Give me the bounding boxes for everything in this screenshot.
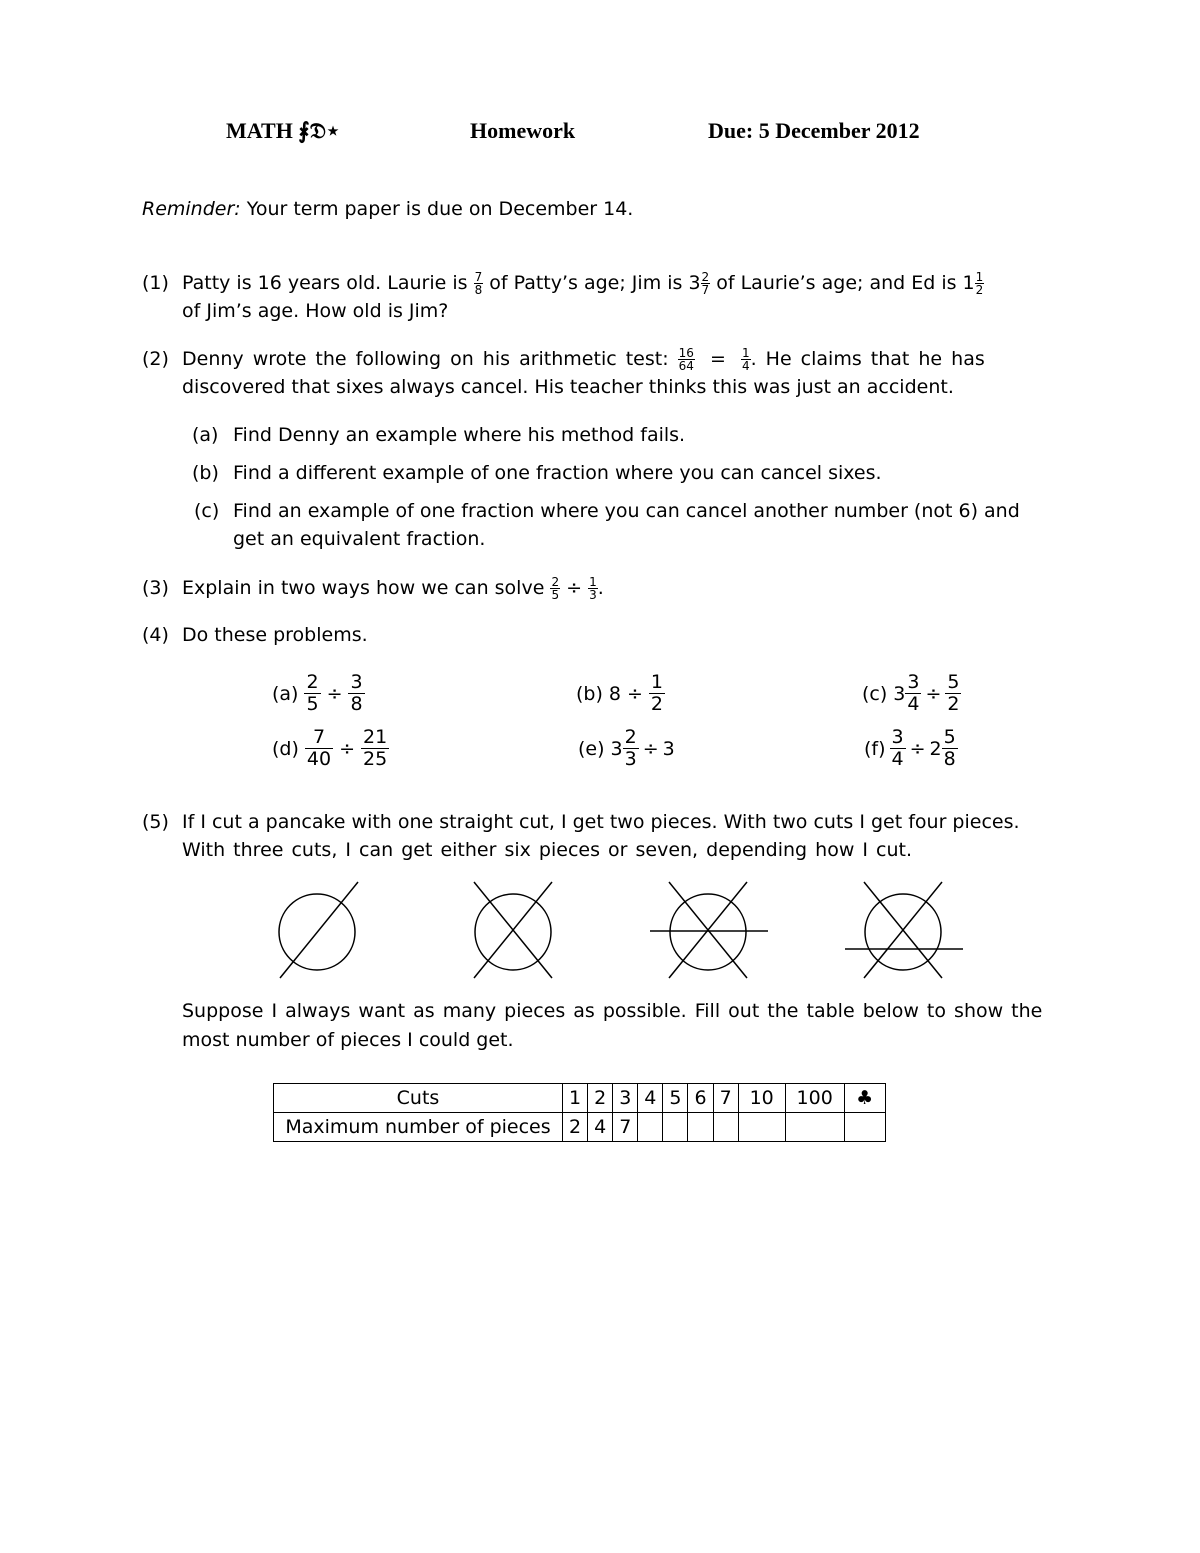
table-cell: 4 [638, 1084, 663, 1113]
divide-sign: ÷ [909, 737, 926, 760]
problem-4b-label: (b) [576, 682, 603, 705]
problem-3-line1 [182, 575, 604, 601]
problem-5-line4: most number of pieces I could get. [182, 1029, 514, 1051]
fraction-7-8: $\frac{7}{8}$ [474, 270, 483, 297]
problem-4d [272, 727, 389, 770]
table-cell-blank[interactable] [638, 1113, 663, 1142]
pancake-three-cuts-seven-diagram [843, 878, 965, 982]
table-cell: 4 [588, 1113, 613, 1142]
divide-sign: ÷ [925, 682, 942, 705]
problem-1-text-a: Patty is 16 years old. Laurie is [182, 272, 468, 294]
whole-number: 2 [929, 737, 942, 760]
divide-sign: ÷ [566, 577, 583, 599]
whole-number: 3 [893, 682, 906, 705]
assignment-title: Homework [470, 118, 576, 143]
table-cell-blank[interactable] [844, 1113, 885, 1142]
fraction-2-7: $\frac{2}{7}$ [701, 270, 710, 297]
table-cell: 5 [663, 1084, 688, 1113]
fraction: $\frac{7}{40}$ [306, 726, 332, 770]
whole-number: 3 [662, 737, 675, 760]
problem-2c-text: Find an example of one fraction where you can cancel another number (not 6) and [233, 500, 1020, 522]
period: . [597, 577, 604, 599]
cuts-table [273, 1083, 886, 1142]
problem-1-line2: of Jim’s age. How old is Jim? [182, 300, 449, 322]
fraction: $\frac{2}{3}$ [624, 726, 637, 770]
table-cell: 2 [563, 1113, 588, 1142]
fraction: $\frac{1}{2}$ [650, 671, 663, 715]
problem-5-line1: If I cut a pancake with one straight cut, I get two pieces. With two cuts I get four pieces. [182, 811, 1020, 833]
problem-1-number: (1) [142, 272, 169, 294]
fraction: $\frac{5}{2}$ [947, 671, 960, 715]
problem-5-line2: With three cuts, I can get either six pieces or seven, depending how I cut. [182, 839, 913, 861]
problem-4-number: (4) [142, 624, 169, 646]
table-cell: 100 [785, 1084, 844, 1113]
problem-2a-label: (a) [192, 424, 219, 446]
reminder [142, 196, 633, 222]
fraction: $\frac{3}{4}$ [891, 726, 904, 770]
reminder-text: Your term paper is due on December 14. [246, 198, 634, 220]
problem-1-text-c: of Laurie’s age; and Ed is 1 [716, 272, 975, 294]
divide-sign: ÷ [626, 682, 643, 705]
table-cell-blank[interactable] [738, 1113, 785, 1142]
problem-2b-label: (b) [192, 462, 219, 484]
table-cell-blank[interactable] [713, 1113, 738, 1142]
problem-2b-text: Find a different example of one fraction where you can cancel sixes. [233, 462, 882, 484]
club-icon: ♣ [844, 1084, 885, 1113]
table-row-cuts [274, 1084, 886, 1113]
table-cell: 1 [563, 1084, 588, 1113]
fraction: $\frac{3}{4}$ [907, 671, 920, 715]
fraction: $\frac{21}{25}$ [363, 726, 388, 770]
fraction: $\frac{5}{8}$ [943, 726, 956, 770]
problem-4a-label: (a) [272, 682, 299, 705]
problem-3-text: Explain in two ways how we can solve [182, 577, 545, 599]
problem-1-text-b: of Patty’s age; Jim is 3 [489, 272, 701, 294]
problem-2-text-b: . He claims that he has [750, 348, 985, 370]
problem-4f [864, 727, 958, 770]
problem-4a [272, 672, 365, 715]
whole-number: 8 [608, 682, 621, 705]
problem-4e-label: (e) [578, 737, 605, 760]
problem-2c-label: (c) [194, 500, 220, 522]
problem-5-number: (5) [142, 811, 169, 833]
table-cell-blank[interactable] [663, 1113, 688, 1142]
problem-2-line2: discovered that sixes always cancel. His teacher thinks this was just an accident. [182, 376, 954, 398]
problem-1-line1 [182, 270, 984, 296]
problem-3-number: (3) [142, 577, 169, 599]
table-cell-blank[interactable] [785, 1113, 844, 1142]
fraction: $\frac{3}{8}$ [350, 671, 363, 715]
problem-4f-label: (f) [864, 737, 886, 760]
fraction-1-4: $\frac{1}{4}$ [741, 346, 750, 373]
fraction-2-5: $\frac{2}{5}$ [551, 575, 560, 602]
table-cell: 2 [588, 1084, 613, 1113]
problem-2-number: (2) [142, 348, 169, 370]
problem-5-line3: Suppose I always want as many pieces as possible. Fill out the table below to show the [182, 1000, 1043, 1022]
table-cell: 7 [713, 1084, 738, 1113]
pieces-header: Maximum number of pieces [274, 1113, 563, 1142]
equals-sign: = [709, 348, 726, 370]
problem-2c-line2: get an equivalent fraction. [233, 528, 486, 550]
problem-4c [862, 672, 961, 715]
problem-2-text-a: Denny wrote the following on his arithmetic test: [182, 348, 669, 370]
problem-4-text: Do these problems. [182, 624, 368, 646]
course-title: MATH ⨘𝔇⋆ [226, 118, 340, 143]
whole-number: 3 [610, 737, 623, 760]
divide-sign: ÷ [339, 737, 355, 760]
fraction: $\frac{2}{5}$ [306, 671, 319, 715]
reminder-label: Reminder: [142, 198, 241, 220]
cuts-header: Cuts [274, 1084, 563, 1113]
problem-4d-label: (d) [272, 737, 299, 760]
divide-sign: ÷ [642, 737, 659, 760]
table-cell: 7 [613, 1113, 638, 1142]
pancake-one-cut-diagram [270, 878, 366, 982]
problem-4e [578, 727, 675, 770]
problem-2-line1 [182, 346, 985, 372]
fraction-16-64: $\frac{16}{64}$ [678, 346, 694, 373]
table-cell: 6 [688, 1084, 713, 1113]
problem-4c-label: (c) [862, 682, 888, 705]
pancake-two-cuts-diagram [466, 878, 562, 982]
divide-sign: ÷ [326, 682, 343, 705]
fraction-1-2: $\frac{1}{2}$ [975, 270, 984, 297]
table-cell-blank[interactable] [688, 1113, 713, 1142]
problem-2a-text: Find Denny an example where his method fails. [233, 424, 686, 446]
pancake-three-cuts-six-diagram [648, 878, 770, 982]
due-date: Due: 5 December 2012 [708, 118, 920, 143]
table-cell: 10 [738, 1084, 785, 1113]
table-cell: 3 [613, 1084, 638, 1113]
problem-4b [576, 672, 665, 715]
table-row-pieces [274, 1113, 886, 1142]
fraction-1-3: $\frac{1}{3}$ [589, 575, 597, 602]
